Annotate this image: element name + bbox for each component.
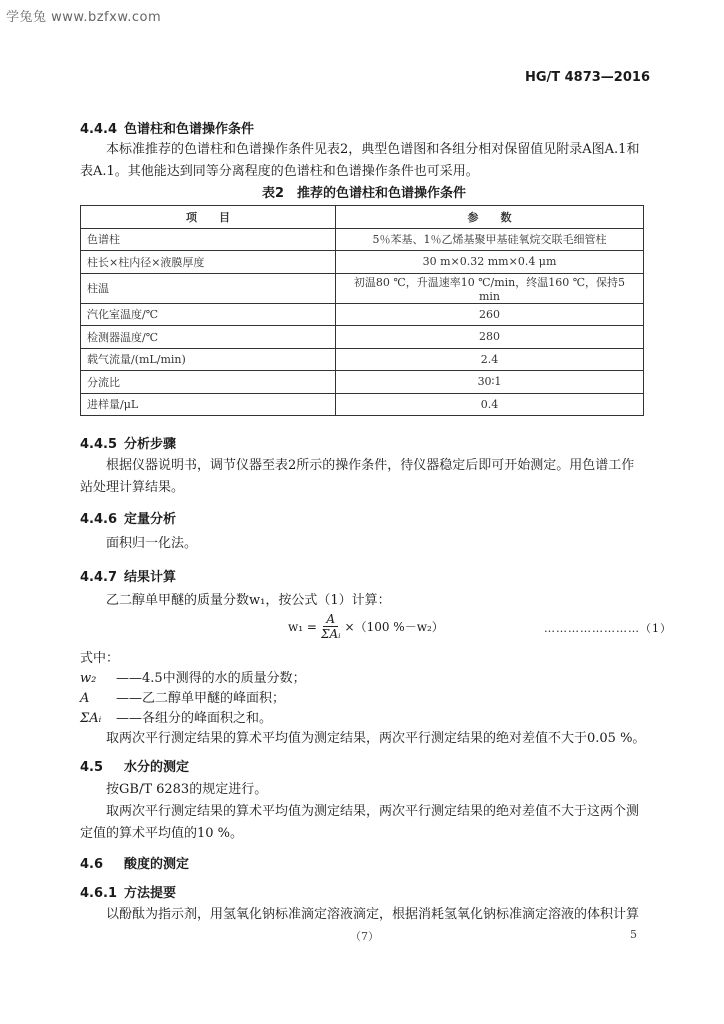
section-number: 4.5 [80,760,104,775]
value-cell: 2.4 [336,348,644,371]
formula-rhs: ×（100 %－w₂） [344,620,444,634]
where-item [80,708,272,730]
section-heading-4-6-1 [80,882,176,901]
header-cell: 项 目 [81,206,336,229]
paragraph: 根据仪器说明书，调节仪器至表2所示的操作条件，待仪器稳定后即可开始测定。用色谱工作站处理计算结果。 [80,458,635,495]
table-row [81,393,644,416]
value-cell: 30∶1 [336,371,644,394]
formula-1 [288,612,444,641]
variable: A [80,691,90,706]
page-number: 5 [630,928,637,941]
paragraph: 取两次平行测定结果的算术平均值为测定结果，两次平行测定结果的绝对差值不大于0.05 %。 [106,731,646,746]
leader-dots: …………………… [544,622,640,635]
formula-denominator: ΣAᵢ [320,627,341,641]
section-number: 4.4.6 [80,512,118,527]
section-heading-4-4-4 [80,118,254,137]
item-cell: 进样量/μL [81,393,336,416]
item-cell: 色谱柱 [81,228,336,251]
section-number: 4.4.4 [80,122,118,137]
section-number: 4.6 [80,857,104,872]
section-number: 4.4.5 [80,437,118,452]
paragraph: 乙二醇单甲醚的质量分数w₁，按公式（1）计算： [106,593,391,608]
header-cell: 参 数 [336,206,644,229]
item-cell: 柱温 [81,273,336,303]
section-heading-4-6 [80,853,189,872]
section-heading-4-4-7 [80,566,176,585]
table-row [81,348,644,371]
paragraph: 面积归一化法。 [106,536,198,551]
variable-definition: ——乙二醇单甲醚的峰面积； [116,691,286,706]
value-cell: 280 [336,326,644,349]
conditions-table [80,205,644,416]
standard-number: HG/T 4873—2016 [524,70,650,85]
paragraph: 取两次平行测定结果的算术平均值为测定结果，两次平行测定结果的绝对差值不大于这两个测定值的算术平均值的10 %。 [80,804,640,841]
section-title: 方法提要 [124,886,177,901]
table-header-row [81,206,644,229]
section-number: 4.4.7 [80,570,118,585]
value-cell: 0.4 [336,393,644,416]
watermark: 学兔兔 www.bzfxw.com [6,10,162,25]
where-item [80,668,306,690]
paragraph: 按GB/T 6283的规定进行。 [106,782,268,797]
table-row [81,326,644,349]
formula-number [544,620,672,636]
value-cell: 初温80 ℃，升温速率10 ℃/min，终温160 ℃，保持5 min [336,273,644,303]
formula-numerator: A [323,612,338,627]
item-cell: 柱长×柱内径×液膜厚度 [81,251,336,274]
section-heading-4-5 [80,756,189,775]
section-title: 水分的测定 [124,760,190,775]
page-footer-center: （7） [350,930,379,943]
section-title: 色谱柱和色谱操作条件 [124,122,255,137]
section-title: 分析步骤 [124,437,177,452]
table-row [81,228,644,251]
value-cell: 260 [336,303,644,326]
variable-definition: ——各组分的峰面积之和。 [116,711,273,726]
table-row [81,303,644,326]
item-cell: 载气流量/(mL/min) [81,348,336,371]
section-title: 定量分析 [124,512,177,527]
variable: ΣAᵢ [80,711,102,726]
table-row [81,273,644,303]
variable: w₂ [80,671,97,686]
table-caption: 表2 推荐的色谱柱和色谱操作条件 [261,186,467,201]
section-heading-4-4-6 [80,508,176,527]
value-cell: 30 m×0.32 mm×0.4 μm [336,251,644,274]
where-item [80,688,285,710]
section-title: 酸度的测定 [124,857,190,872]
table-row [81,371,644,394]
table-row [81,251,644,274]
equation-number: （1） [640,622,672,635]
item-cell: 分流比 [81,371,336,394]
item-cell: 汽化室温度/℃ [81,303,336,326]
paragraph: 以酚酞为指示剂，用氢氧化钠标准滴定溶液滴定，根据消耗氢氧化钠标准滴定溶液的体积计算 [106,907,640,922]
section-number: 4.6.1 [80,886,118,901]
section-heading-4-4-5 [80,433,176,452]
formula-lhs: w₁ = [288,619,317,634]
section-title: 结果计算 [124,570,177,585]
value-cell: 5％苯基、1％乙烯基聚甲基硅氧烷交联毛细管柱 [336,228,644,251]
variable-definition: ——4.5中测得的水的质量分数； [116,671,306,686]
where-intro: 式中： [80,651,120,666]
formula-fraction [321,612,341,641]
paragraph: 本标准推荐的色谱柱和色谱操作条件见表2，典型色谱图和各组分相对保留值见附录A图A.1和表A.1。其他能达到同等分离程度的色谱柱和色谱操作条件也可采用。 [80,142,640,179]
item-cell: 检测器温度/℃ [81,326,336,349]
